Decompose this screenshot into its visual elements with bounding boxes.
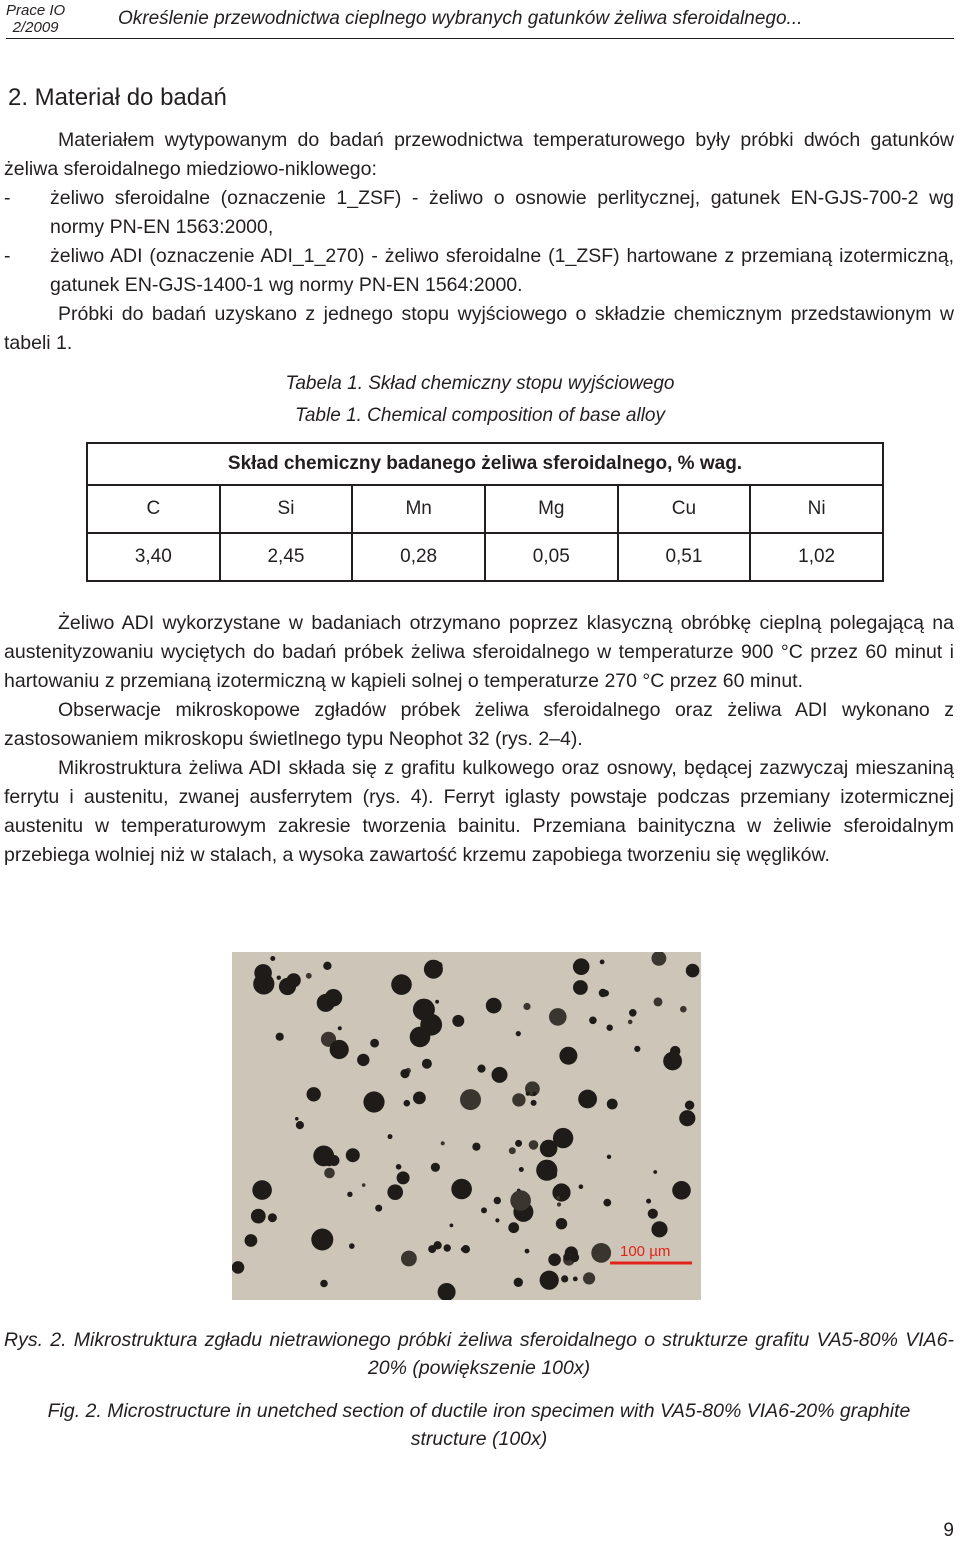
graphite-nodule [651, 1221, 667, 1237]
journal-title: Prace IO [6, 2, 66, 19]
graphite-nodule [515, 1140, 522, 1147]
graphite-nodule [540, 1140, 558, 1158]
running-title: Określenie przewodnictwa cieplnego wybranych gatunków żeliwa sferoidalnego... [118, 8, 803, 29]
graphite-nodule [486, 998, 502, 1014]
composition-table [86, 442, 884, 582]
graphite-nodule [532, 1092, 536, 1096]
graphite-nodule [540, 1271, 559, 1290]
body-paragraph: Mikrostruktura żeliwa ADI składa się z grafitu kulkowego oraz osnowy, będącej zazwyczaj mieszaniną ferrytu i austenitu, zwanej ausferrytem (rys. 4). Ferryt iglasty powstaje podczas przemiany izotermicznej austenitu w temperaturowym zakresie tworzenia bainitu. Przemiana bainityczna w żeliwie sferoidalnym przebiega wolniej niż w stalach, a wysoka zawartość krzemu zapobiega tworzeniu się węglików. [4, 757, 954, 866]
graphite-nodule [508, 1222, 519, 1233]
graphite-nodule [686, 964, 700, 978]
graphite-nodule [536, 1160, 557, 1181]
graphite-nodule [525, 1249, 530, 1254]
graphite-nodule [251, 1209, 266, 1224]
graphite-nodule [461, 1247, 465, 1251]
graphite-nodule [583, 1272, 595, 1284]
graphite-nodule [607, 1025, 613, 1031]
graphite-nodule [477, 1065, 485, 1073]
graphite-nodule [404, 1100, 411, 1107]
graphite-nodule [509, 1147, 516, 1154]
page-number: 9 [943, 1520, 954, 1541]
graphite-nodule [529, 1140, 539, 1150]
graphite-nodule [323, 962, 331, 970]
graphite-nodule [600, 960, 605, 965]
graphite-nodule [401, 1251, 417, 1267]
graphite-nodule [370, 1039, 379, 1048]
table-cell: 1,02 [750, 533, 883, 581]
graphite-nodule [514, 1278, 523, 1287]
graphite-nodule [653, 1170, 657, 1174]
figure-caption-pl: Rys. 2. Mikrostruktura zgładu nietrawionego próbki żeliwa sferoidalnego o strukturze grafitu VA5-80% VIA6-20% (powiększenie 100x) [4, 1329, 954, 1379]
graphite-nodule [252, 1180, 272, 1200]
graphite-nodule [603, 1199, 611, 1207]
graphite-nodule [276, 1033, 284, 1041]
graphite-nodule [346, 1148, 360, 1162]
graphite-nodule [420, 1014, 442, 1036]
graphite-nodule [602, 990, 609, 997]
table-row [87, 533, 883, 581]
section-title: 2. Materiał do badań [8, 84, 227, 111]
graphite-nodule [396, 1164, 402, 1170]
graphite-nodule [495, 1218, 499, 1222]
table-col-header: Mn [352, 485, 485, 533]
intro-paragraph-2: Próbki do badań uzyskano z jednego stopu wyjściowego o składzie chemicznym przedstawionym w tabeli 1. [4, 303, 954, 354]
graphite-nodule [435, 1000, 439, 1004]
graphite-nodule [556, 1218, 567, 1229]
graphite-nodule [307, 1087, 321, 1101]
intro-block [4, 126, 954, 358]
body-paragraph: Obserwacje mikroskopowe zgładów próbek żeliwa sferoidalnego oraz żeliwa ADI wykonano z zastosowaniem mikroskopu świetlnego typu Neophot 32 (rys. 2–4). [4, 699, 954, 750]
graphite-nodule [441, 1141, 445, 1145]
figure-caption [4, 1326, 954, 1453]
table-header: Skład chemiczny badanego żeliwa sferoidalnego, % wag. [87, 443, 883, 485]
table-col-header: Si [220, 485, 353, 533]
graphite-nodule [232, 1261, 244, 1274]
journal-issue: 2/2009 [12, 19, 59, 36]
graphite-nodule [444, 1244, 451, 1251]
body-paragraph: Żeliwo ADI wykorzystane w badaniach otrzymano poprzez klasyczną obróbkę cieplną polegającą na austenityzowaniu wyciętych do badań próbek żeliwa sferoidalnego w temperaturze 900 °C przez 60 minut i hartowaniu z przemianą izotermiczną w kąpieli solnej o temperaturze 270 °C przez 60 minut. [4, 612, 954, 692]
graphite-nodule [579, 1184, 584, 1189]
graphite-nodule [492, 1067, 508, 1083]
graphite-nodule [519, 1167, 524, 1172]
graphite-nodule [277, 976, 281, 980]
graphite-nodule [472, 1143, 480, 1151]
table-col-header: C [87, 485, 220, 533]
graphite-nodule [357, 1054, 369, 1066]
table-col-header: Ni [750, 485, 883, 533]
table-cell: 0,51 [618, 533, 751, 581]
graphite-nodule [512, 1093, 525, 1106]
graphite-nodule [663, 1052, 682, 1071]
graphite-nodule [325, 1158, 333, 1166]
graphite-nodule [422, 1059, 432, 1069]
graphite-nodule [589, 1017, 597, 1025]
body-text [4, 609, 954, 870]
graphite-nodule [516, 1031, 521, 1036]
graphite-nodule [557, 1202, 561, 1206]
table-col-header: Cu [618, 485, 751, 533]
graphite-nodule [531, 1100, 537, 1106]
graphite-nodule [646, 1199, 651, 1204]
graphite-nodule [431, 1163, 440, 1172]
graphite-nodule [349, 1243, 355, 1249]
graphite-nodule [526, 1092, 530, 1096]
graphite-nodule [481, 1207, 487, 1213]
graphite-nodule [306, 973, 312, 979]
graphite-nodule [338, 1026, 342, 1030]
graphite-nodule [413, 1092, 426, 1105]
graphite-nodule [330, 1040, 349, 1059]
graphite-nodule [287, 973, 301, 987]
list-item: - żeliwo sferoidalne (oznaczenie 1_ZSF) - żeliwo o osnowie perlitycznej, gatunek EN-GJS-700-2 wg normy PN-EN 1563:2000, [4, 187, 954, 238]
graphite-nodule [607, 1099, 618, 1110]
graphite-nodule [452, 1015, 464, 1027]
graphite-nodule [363, 1091, 384, 1112]
graphite-nodule [450, 1224, 454, 1228]
table-caption-en: Table 1. Chemical composition of base alloy [295, 405, 665, 426]
graphite-nodule [591, 1243, 611, 1263]
graphite-nodule [523, 1003, 530, 1010]
graphite-nodule [428, 1245, 436, 1253]
graphite-nodule [634, 1046, 640, 1052]
graphite-nodule [347, 1192, 352, 1197]
graphite-nodule [387, 1184, 403, 1200]
header-rule [6, 38, 954, 39]
graphite-nodule [254, 964, 272, 982]
list-item: - żeliwo ADI (oznaczenie ADI_1_270) - żeliwo sferoidalne (1_ZSF) hartowane z przemianą izotermiczną, gatunek EN-GJS-1400-1 wg normy PN-EN 1564:2000. [4, 245, 954, 296]
graphite-nodule [397, 1171, 410, 1184]
graphite-nodule [388, 1134, 393, 1139]
graphite-nodule [296, 1121, 304, 1129]
intro-paragraph: Materiałem wytypowanym do badań przewodnictwa temperaturowego były próbki dwóch gatunków żeliwa sferoidalnego miedziowo-niklowego: [4, 129, 954, 180]
table-col-header: Mg [485, 485, 618, 533]
graphite-nodule [362, 1183, 366, 1187]
micrograph [232, 952, 701, 1300]
graphite-nodule [559, 1047, 577, 1065]
graphite-nodule [563, 1253, 571, 1261]
graphite-nodule [270, 956, 275, 961]
graphite-nodule [654, 997, 663, 1006]
table-caption-pl: Tabela 1. Skład chemiczny stopu wyjściowego [285, 373, 675, 394]
figure-caption-en: Fig. 2. Microstructure in unetched section of ductile iron specimen with VA5-80% VIA6-20% graphite structure (100x) [47, 1400, 911, 1450]
graphite-nodule [320, 1280, 328, 1288]
graphite-nodule [400, 1069, 409, 1078]
graphite-nodule [295, 1117, 299, 1121]
graphite-nodule [573, 980, 588, 995]
table-cell: 0,05 [485, 533, 618, 581]
graphite-nodule [648, 1209, 658, 1219]
scale-bar-label: 100 µm [620, 1243, 671, 1260]
graphite-nodule [561, 1275, 568, 1282]
graphite-nodule [548, 1253, 561, 1266]
graphite-nodule [628, 1020, 633, 1025]
graphite-nodule [556, 1196, 560, 1200]
graphite-nodule [375, 1205, 382, 1212]
table-cell: 0,28 [352, 533, 485, 581]
graphite-nodule [245, 1234, 258, 1247]
graphite-nodule [460, 1089, 481, 1110]
graphite-nodule [672, 1181, 691, 1200]
graphite-nodule [451, 1179, 472, 1200]
table-cell: 3,40 [87, 533, 220, 581]
graphite-nodule [679, 1110, 695, 1126]
graphite-nodule [573, 958, 590, 975]
graphite-nodule [549, 1008, 567, 1026]
graphite-nodule [578, 1090, 597, 1109]
table-row [87, 485, 883, 533]
graphite-nodule [552, 1183, 570, 1201]
graphite-nodule [494, 1197, 501, 1204]
graphite-nodule [324, 1168, 335, 1179]
graphite-nodule [629, 1009, 637, 1017]
graphite-nodule [510, 1190, 531, 1211]
page-header [0, 0, 960, 46]
graphite-nodule [391, 974, 412, 995]
graphite-nodule [311, 1229, 333, 1251]
graphite-nodule [570, 1253, 579, 1262]
graphite-nodule [607, 1155, 611, 1159]
graphite-nodule [325, 989, 343, 1007]
graphite-nodule [268, 1213, 277, 1222]
journal-name [6, 2, 65, 36]
graphite-nodule [573, 1277, 578, 1282]
graphite-nodule [685, 1101, 694, 1110]
table-cell: 2,45 [220, 533, 353, 581]
graphite-nodule [435, 962, 443, 970]
micrograph-image [232, 952, 701, 1300]
graphite-nodule [680, 1006, 687, 1013]
